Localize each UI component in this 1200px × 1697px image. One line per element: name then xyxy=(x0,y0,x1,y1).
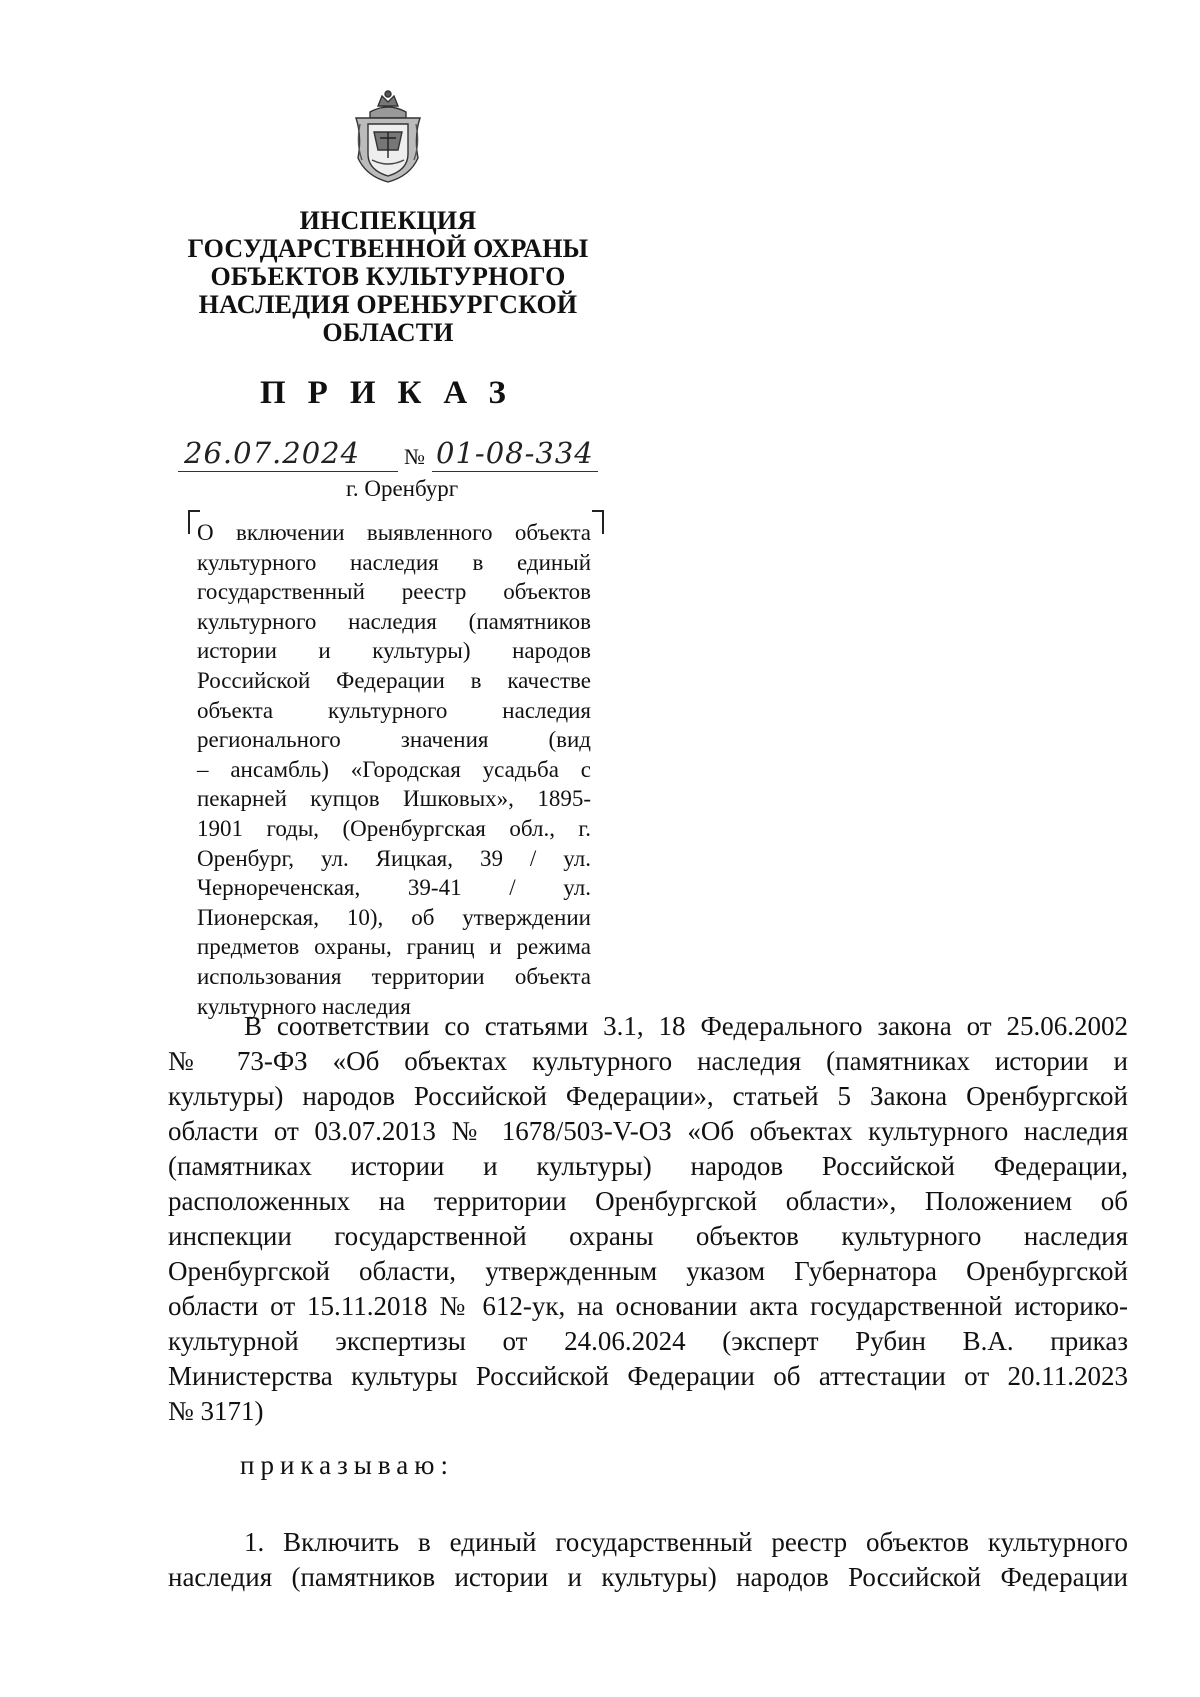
preamble-line: инспекции государственной охраны объектов культурного наследия xyxy=(168,1221,1128,1251)
preamble-line: области от 03.07.2013 № 1678/503-V-ОЗ «Об объектах культурного наследия xyxy=(168,1116,1128,1146)
subject-bracket-right xyxy=(592,510,604,534)
subject-line: О включении выявленного объекта xyxy=(197,520,591,545)
document-type-title: ПРИКАЗ xyxy=(260,375,528,411)
preamble-line: Оренбургской области, утвержденным указом Губернатора Оренбургской xyxy=(168,1256,1128,1286)
org-name-line: ИНСПЕКЦИЯ xyxy=(299,206,477,235)
document-city: г. Оренбург xyxy=(346,476,459,501)
subject-line: предметов охраны, границ и режима xyxy=(197,934,591,960)
subject-line: использования территории объекта xyxy=(197,963,591,989)
subject-line: культурного наследия xyxy=(197,993,411,1019)
preamble-line: расположенных на территории Оренбургской области», Положением об xyxy=(168,1186,1128,1216)
preamble-line: культурной экспертизы от 24.06.2024 (эксперт Рубин В.А. приказ xyxy=(168,1326,1128,1356)
preamble-line: области от 15.11.2018 № 612-ук, на основании акта государственной историко- xyxy=(168,1291,1128,1321)
subject-line: – ансамбль) «Городская усадьба с xyxy=(197,756,591,782)
number-underline xyxy=(432,471,598,472)
subject-line: 1901 годы, (Оренбургская обл., г. xyxy=(197,815,591,841)
item-line: 1. Включить в единый государственный реестр объектов культурного xyxy=(244,1527,1128,1557)
org-name-line: ОБЪЕКТОВ КУЛЬТУРНОГО xyxy=(210,262,566,291)
subject-line: объекта культурного наследия xyxy=(197,697,591,723)
subject-line: Пионерская, 10), об утверждении xyxy=(197,904,591,930)
preamble-line: Министерства культуры Российской Федерации об аттестации от 20.11.2023 xyxy=(168,1361,1128,1391)
date-underline xyxy=(178,471,398,472)
org-name-line: ГОСУДАРСТВЕННОЙ ОХРАНЫ xyxy=(187,234,589,263)
subject-line: пекарней купцов Ишковых», 1895- xyxy=(197,786,591,812)
subject-line: культурного наследия (памятников xyxy=(197,608,591,634)
coat-of-arms-icon xyxy=(352,88,424,186)
preamble-paragraph xyxy=(168,1009,1128,1429)
preamble-line: (памятниках истории и культуры) народов Российской Федерации, xyxy=(168,1151,1128,1181)
number-sign: № xyxy=(404,444,425,469)
subject-line: культурного наследия в единый xyxy=(197,549,591,575)
subject-line: Чернореченская, 39-41 / ул. xyxy=(197,875,591,901)
item-line: наследия (памятников истории и культуры) народов Российской Федерации xyxy=(168,1562,1128,1592)
document-number: 01-08-334 xyxy=(436,436,594,470)
subject-line: Российской Федерации в качестве xyxy=(197,667,591,693)
org-name-line: ОБЛАСТИ xyxy=(322,318,454,347)
document-subject xyxy=(197,518,591,1021)
document-date: 26.07.2024 xyxy=(184,436,361,470)
preamble-line: культуры) народов Российской Федерации», статьей 5 Закона Оренбургской xyxy=(168,1081,1128,1111)
preamble-line: № 73-ФЗ «Об объектах культурного наследия (памятниках истории и xyxy=(168,1046,1128,1076)
preamble-line: № 3171) xyxy=(168,1396,264,1426)
subject-line: государственный реестр объектов xyxy=(197,579,591,605)
order-item-1 xyxy=(168,1525,1128,1595)
subject-line: Оренбург, ул. Яицкая, 39 / ул. xyxy=(197,845,591,871)
subject-line: регионального значения (вид xyxy=(197,727,591,753)
organization-name xyxy=(178,207,598,347)
subject-line: истории и культуры) народов xyxy=(197,638,591,664)
order-word: приказываю: xyxy=(240,1450,454,1480)
preamble-line: В соответствии со статьями 3.1, 18 Федерального закона от 25.06.2002 xyxy=(244,1011,1128,1041)
org-name-line: НАСЛЕДИЯ ОРЕНБУРГСКОЙ xyxy=(198,290,578,319)
